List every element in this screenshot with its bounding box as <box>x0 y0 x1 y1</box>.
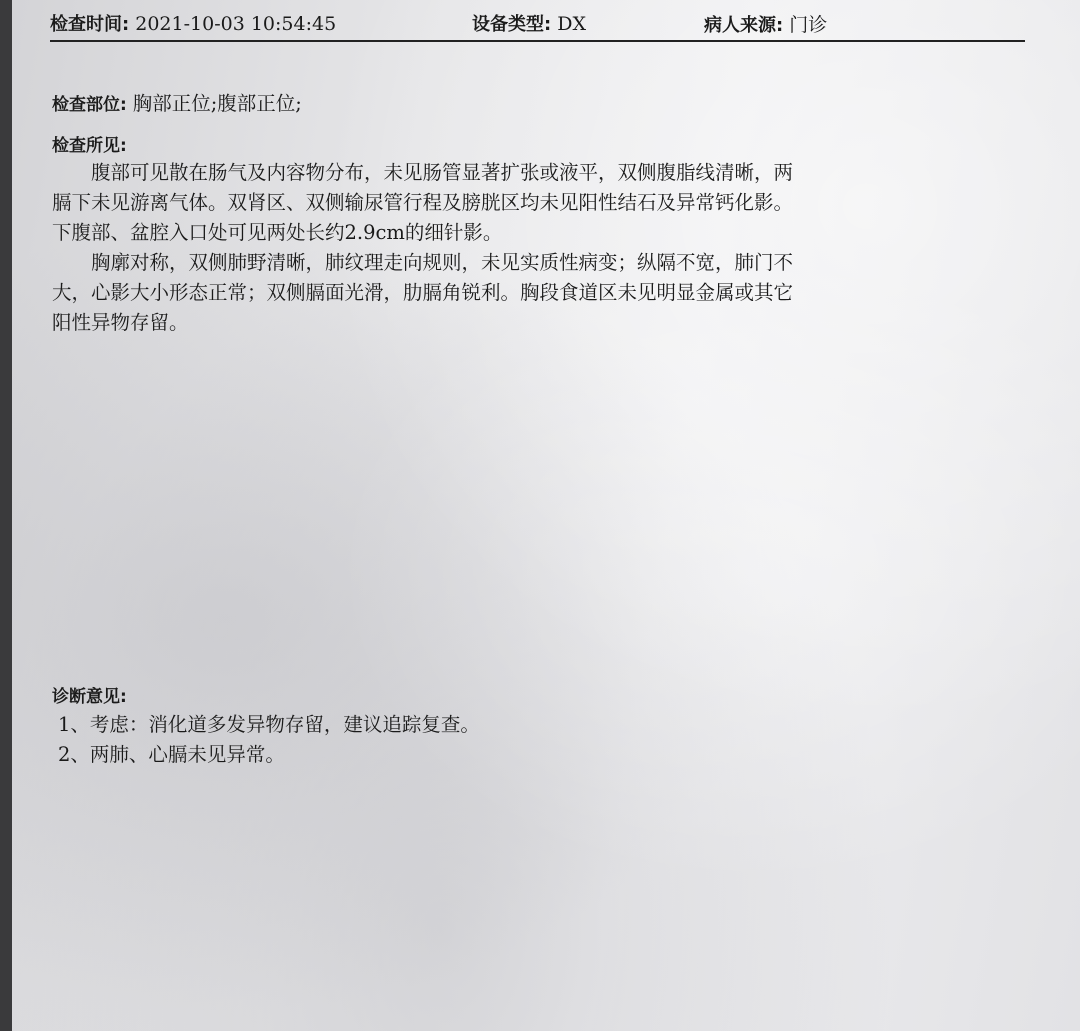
report-sheet <box>12 0 1080 1031</box>
findings-line: 胸廓对称，双侧肺野清晰，肺纹理走向规则，未见实质性病变；纵隔不宽，肺门不 <box>52 251 794 274</box>
patient-source-field <box>704 10 827 37</box>
findings-line: 膈下未见游离气体。双肾区、双侧输尿管行程及膀胱区均未见阳性结石及异常钙化影。 <box>52 191 794 214</box>
exam-site-field <box>52 88 302 116</box>
diagnosis-label: 诊断意见: <box>52 687 127 707</box>
device-type-field <box>472 10 586 36</box>
exam-time-label: 检查时间: <box>50 14 130 35</box>
patient-source-label: 病人来源: <box>704 15 784 36</box>
diagnosis-item: 1、考虑：消化道多发异物存留，建议追踪复查。 <box>58 713 480 736</box>
exam-site-value: 胸部正位;腹部正位; <box>132 92 302 115</box>
exam-time-value: 2021-10-03 10:54:45 <box>135 13 337 35</box>
device-type-value: DX <box>557 13 587 35</box>
diagnosis-item: 2、两肺、心膈未见异常。 <box>58 743 285 766</box>
findings-label: 检查所见: <box>52 136 127 156</box>
findings-line: 阳性异物存留。 <box>52 311 189 334</box>
device-type-label: 设备类型: <box>472 14 552 35</box>
report-header <box>50 4 1025 42</box>
exam-site-label: 检查部位: <box>52 95 127 115</box>
findings-line: 大，心影大小形态正常；双侧膈面光滑，肋膈角锐利。胸段食道区未见明显金属或其它 <box>52 281 794 304</box>
findings-line: 下腹部、盆腔入口处可见两处长约2.9cm的细针影。 <box>52 221 503 244</box>
exam-time-field <box>50 10 336 36</box>
findings-body <box>52 158 793 338</box>
patient-source-value: 门诊 <box>789 14 828 36</box>
findings-line: 腹部可见散在肠气及内容物分布，未见肠管显著扩张或液平，双侧腹脂线清晰，两 <box>52 161 794 184</box>
